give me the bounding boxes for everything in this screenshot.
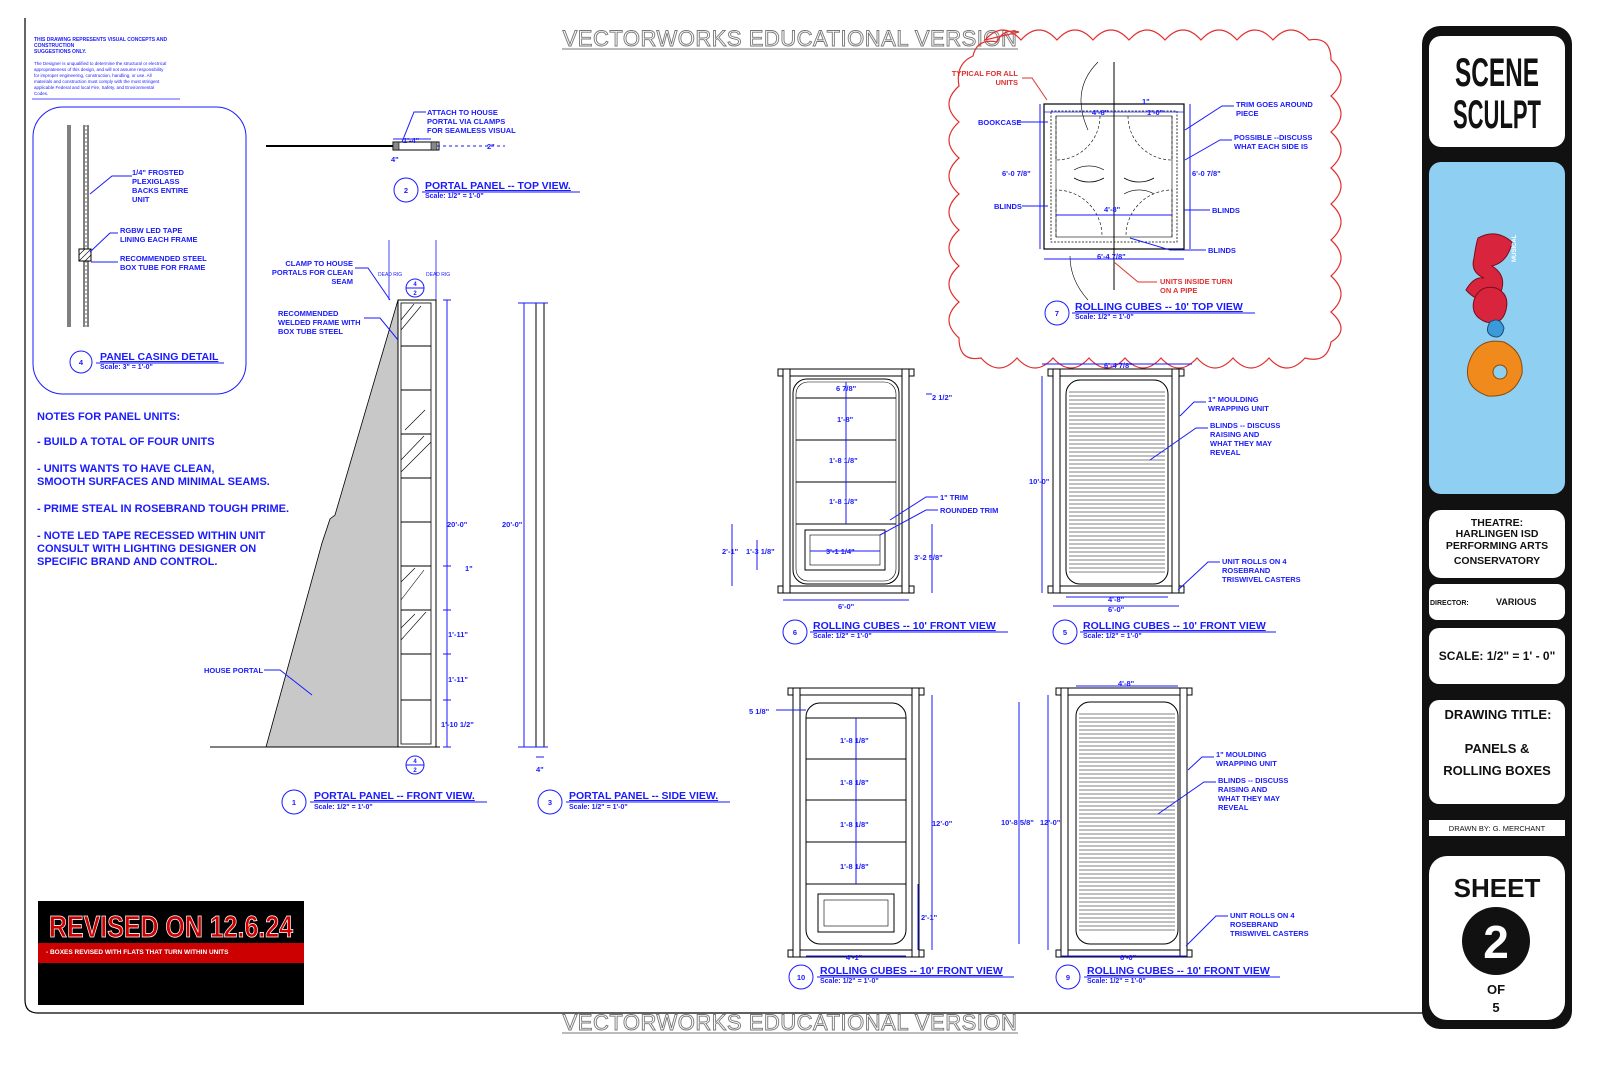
view-7-scale: Scale: 1/2" = 1'-0" — [1075, 314, 1134, 321]
view-9-callout-8: ROSEBRAND — [1230, 920, 1279, 929]
watermark-bottom: VECTORWORKS EDUCATIONAL VERSION — [562, 1010, 1018, 1035]
view-9-dim-2: 10'-8 5/8" — [1001, 818, 1034, 827]
disclaimer-heading-3: SUGGESTIONS ONLY. — [34, 49, 87, 55]
view-2-portal-top — [266, 108, 580, 202]
view-7-callout-7: WHAT EACH SIDE IS — [1234, 142, 1309, 151]
view-2-scale: Scale: 1/2" = 1'-0" — [425, 193, 484, 200]
view-7-dim-6: 6'-4 7/8" — [1097, 252, 1126, 261]
scale-value: SCALE: 1/2" = 1' - 0" — [1438, 649, 1556, 663]
detail-4-callout-8: BOX TUBE FOR FRAME — [120, 263, 206, 272]
notes-item-4: - PRIME STEAL IN ROSEBRAND TOUGH PRIME. — [37, 503, 290, 515]
view-6-dim-5: 1'-8 1/8" — [829, 497, 858, 506]
view-1-dim-1: 20'-0" — [447, 520, 468, 529]
view-9-callout-7: UNIT ROLLS ON 4 — [1230, 911, 1295, 920]
view-6-dim-8: 1'-3 1/8" — [746, 547, 775, 556]
view-10-dim-1: 5 1/8" — [749, 707, 770, 716]
detail-4-callout-6: LINING EACH FRAME — [120, 235, 198, 244]
view-1-callout-5: WELDED FRAME WITH — [278, 318, 361, 327]
view-1-title: PORTAL PANEL -- FRONT VIEW. — [314, 790, 475, 802]
drawing-title-label: DRAWING TITLE: — [1444, 707, 1552, 722]
drawing-title-line-1: PANELS & — [1464, 741, 1530, 756]
view-5-callout-2: WRAPPING UNIT — [1208, 404, 1269, 413]
view-2-dim-3: 2" — [487, 142, 495, 151]
view-6-dim-1: 6 7/8" — [836, 384, 857, 393]
view-5-callout-6: REVEAL — [1210, 448, 1241, 457]
view-3-dim-2: 4" — [536, 765, 544, 774]
view-5-callout-4: RAISING AND — [1210, 430, 1260, 439]
view-1-dim-3: 1'-11" — [448, 630, 468, 639]
view-5-callout-3: BLINDS -- DISCUSS — [1210, 421, 1281, 430]
notes-item-7: SPECIFIC BRAND AND CONTROL. — [37, 556, 218, 568]
view-9-scale: Scale: 1/2" = 1'-0" — [1087, 978, 1146, 985]
view-5-blinds-panel — [1066, 380, 1168, 584]
detail-4-callout-4: UNIT — [132, 195, 150, 204]
view-9-number: 9 — [1065, 973, 1071, 982]
panel-notes — [37, 411, 289, 568]
detail-4-number: 4 — [78, 358, 84, 367]
view-5-callout-8: ROSEBRAND — [1222, 566, 1271, 575]
view-9-callout-4: RAISING AND — [1218, 785, 1268, 794]
view-10-title: ROLLING CUBES -- 10' FRONT VIEW — [820, 965, 1003, 977]
view-6-rolling-cubes-front — [722, 369, 1008, 644]
sheet-of-label: OF — [1486, 982, 1506, 997]
view-7-dim-4: 6'-0 7/8" — [1192, 169, 1221, 178]
view-9-dim-1: 4'-8" — [1118, 679, 1135, 688]
view-10-dim-3: 1'-8 1/8" — [840, 778, 869, 787]
view-2-callout-2: PORTAL VIA CLAMPS — [427, 117, 506, 126]
director-value: VARIOUS — [1496, 597, 1537, 607]
view-1-marker-bottom: 2 — [413, 768, 417, 774]
view-10-dim-7: 2'-1" — [921, 913, 938, 922]
view-1-callout-3: SEAM — [331, 277, 353, 286]
house-portal-shape — [266, 300, 398, 747]
view-7-number: 7 — [1054, 309, 1060, 318]
dead-rig-left: DEAD RIG — [378, 272, 403, 278]
logo-line-1: SCENE — [1455, 51, 1539, 95]
view-3-portal-side — [502, 303, 730, 814]
view-2-callout-1: ATTACH TO HOUSE — [427, 108, 498, 117]
detail-4-title: PANEL CASING DETAIL — [100, 351, 219, 363]
view-7-dim-3: 6'-0 7/8" — [1002, 169, 1031, 178]
drawn-by: DRAWN BY: G. MERCHANT — [1448, 824, 1546, 833]
portal-panel-frame — [398, 300, 436, 747]
view-5-callout-9: TRISWIVEL CASTERS — [1222, 575, 1301, 584]
view-9-callout-1: 1" MOULDING — [1216, 750, 1267, 759]
view-7-callout-1: TYPICAL FOR ALL — [951, 69, 1018, 78]
view-10-dim-4: 1'-8 1/8" — [840, 820, 869, 829]
view-9-blinds-panel — [1076, 702, 1178, 944]
view-5-dim-4: 6'-0" — [1108, 605, 1125, 614]
view-7-callout-5: PIECE — [1236, 109, 1259, 118]
view-7-dim-5: 4'-8" — [1104, 205, 1121, 214]
notes-item-5: - NOTE LED TAPE RECESSED WITHIN UNIT — [37, 530, 266, 542]
disclaimer-heading-1: THIS DRAWING REPRESENTS VISUAL CONCEPTS AND — [34, 37, 168, 43]
view-2-number: 2 — [403, 186, 409, 195]
sheet-border — [25, 18, 1425, 1013]
view-5-dim-2: 10'-0" — [1029, 477, 1050, 486]
view-10-dim-6: 12'-0" — [932, 819, 953, 828]
revision-title: REVISED ON 12.6.24 — [49, 909, 294, 944]
view-2-dim-2: 4" — [391, 155, 399, 164]
view-7-dim-1: 4'-8" — [1092, 108, 1109, 117]
director-label: DIRECTOR: — [1430, 600, 1469, 607]
view-7-callout-12: ON A PIPE — [1160, 286, 1198, 295]
disclaimer — [32, 37, 180, 99]
theatre-line-2: PERFORMING ARTS — [1445, 540, 1549, 552]
detail-4-panel-casing — [33, 107, 246, 394]
view-1-callout-2: PORTALS FOR CLEAN — [271, 268, 353, 277]
sheet-label: SHEET — [1453, 873, 1541, 903]
sheet-number: 2 — [1483, 916, 1509, 968]
view-6-dim-7: 2'-1" — [722, 547, 739, 556]
notes-heading: NOTES FOR PANEL UNITS: — [37, 411, 181, 423]
view-7-dim-2: 1'-0" — [1147, 108, 1164, 117]
view-1-callout-7: HOUSE PORTAL — [204, 666, 264, 675]
view-7-title: ROLLING CUBES -- 10' TOP VIEW — [1075, 301, 1243, 313]
view-10-number: 10 — [796, 973, 806, 982]
view-9-callout-9: TRISWIVEL CASTERS — [1230, 929, 1309, 938]
logo-line-2: SCULPT — [1453, 93, 1541, 137]
view-9-callout-5: WHAT THEY MAY — [1218, 794, 1280, 803]
watermark-top: VECTORWORKS EDUCATIONAL VERSION — [562, 26, 1018, 51]
notes-item-1: - BUILD A TOTAL OF FOUR UNITS — [37, 436, 215, 448]
view-2-title: PORTAL PANEL -- TOP VIEW. — [425, 180, 571, 192]
notes-item-2: - UNITS WANTS TO HAVE CLEAN, — [37, 463, 215, 475]
view-1-callout-4: RECOMMENDED — [278, 309, 339, 318]
view-10-dim-2: 1'-8 1/8" — [840, 736, 869, 745]
disclaimer-heading-2: CONSTRUCTION — [34, 43, 75, 49]
view-7-callout-10: BLINDS — [1208, 246, 1236, 255]
view-3-title: PORTAL PANEL -- SIDE VIEW. — [569, 790, 719, 802]
view-5-scale: Scale: 1/2" = 1'-0" — [1083, 633, 1142, 640]
view-1-dim-5: 1'-10 1/2" — [441, 720, 474, 729]
view-5-callout-1: 1" MOULDING — [1208, 395, 1259, 404]
view-5-dim-1: 6'-4 7/8" — [1104, 361, 1133, 370]
view-7-callout-11: UNITS INSIDE TURN — [1160, 277, 1233, 286]
view-6-dim-3: 1'-8" — [837, 415, 854, 424]
detail-4-callout-7: RECOMMENDED STEEL — [120, 254, 207, 263]
view-10-dim-5: 1'-8 1/8" — [840, 862, 869, 871]
view-10-dim-8: 4'-1" — [846, 953, 863, 962]
theatre-label: THEATRE: — [1470, 517, 1524, 529]
title-block — [1422, 26, 1572, 1029]
view-1-scale: Scale: 1/2" = 1'-0" — [314, 804, 373, 811]
sheet-total: 5 — [1492, 1000, 1500, 1015]
view-3-dim-1: 20'-0" — [502, 520, 523, 529]
view-7-callout-9: BLINDS — [1212, 206, 1240, 215]
view-7-callout-8: BLINDS — [994, 202, 1022, 211]
view-1-dim-2: 1" — [465, 564, 473, 573]
view-3-scale: Scale: 1/2" = 1'-0" — [569, 804, 628, 811]
disclaimer-body-4: materials and construction must comply with the most stringent — [34, 79, 160, 84]
view-6-title: ROLLING CUBES -- 10' FRONT VIEW — [813, 620, 996, 632]
revision-note: - BOXES REVISED WITH FLATS THAT TURN WITHIN UNITS — [46, 949, 229, 956]
view-7-callout-4: TRIM GOES AROUND — [1236, 100, 1313, 109]
view-5-callout-7: UNIT ROLLS ON 4 — [1222, 557, 1287, 566]
view-9-callout-6: REVEAL — [1218, 803, 1249, 812]
notes-item-3: SMOOTH SURFACES AND MINIMAL SEAMS. — [37, 476, 270, 488]
view-6-callout-2: ROUNDED TRIM — [940, 506, 999, 515]
view-6-dim-2: 2 1/2" — [932, 393, 953, 402]
view-5-number: 5 — [1062, 628, 1068, 637]
detail-4-callout-2: PLEXIGLASS — [132, 177, 180, 186]
view-2-callout-3: FOR SEAMLESS VISUAL — [427, 126, 516, 135]
revision-block — [38, 901, 304, 1005]
view-1-marker-bottom-2: 2 — [413, 291, 417, 297]
disclaimer-body-1: The Designer is unqualified to determine the structural or electrical — [34, 61, 167, 66]
disclaimer-body-2: appropriateness of this design, and will not assume responsibility — [34, 67, 164, 72]
theatre-line-1: HARLINGEN ISD — [1455, 528, 1539, 540]
view-6-dim-4: 1'-8 1/8" — [829, 456, 858, 465]
view-9-callout-2: WRAPPING UNIT — [1216, 759, 1277, 768]
view-2-dim-1: 1'-4" — [403, 136, 420, 145]
view-5-dim-3: 4'-8" — [1108, 595, 1125, 604]
disclaimer-body-6: Codes. — [34, 91, 49, 96]
view-1-callout-6: BOX TUBE STEEL — [278, 327, 344, 336]
view-6-dim-9: 3'-2 5/8" — [914, 553, 943, 562]
view-6-scale: Scale: 1/2" = 1'-0" — [813, 633, 872, 640]
notes-item-6: CONSULT WITH LIGHTING DESIGNER ON — [37, 543, 257, 555]
dead-rig-right: DEAD RIG — [426, 272, 451, 278]
disclaimer-body-5: applicable Federal and local Fire, Safety, and Environmental — [34, 85, 154, 90]
view-7-rolling-cubes-top — [949, 30, 1341, 368]
show-art-label: MUSICAL — [1512, 234, 1518, 262]
view-1-callout-1: CLAMP TO HOUSE — [285, 259, 353, 268]
view-5-callout-5: WHAT THEY MAY — [1210, 439, 1272, 448]
view-1-marker-top: 4 — [413, 759, 417, 765]
view-9-dim-4: 6'-0" — [1120, 953, 1137, 962]
detail-4-callout-1: 1/4" FROSTED — [132, 168, 184, 177]
drawing-title-line-2: ROLLING BOXES — [1443, 763, 1551, 778]
view-5-rolling-cubes-front — [1029, 361, 1301, 644]
view-6-dim-6: 3'-1 1/4" — [826, 547, 855, 556]
view-9-rolling-cubes-front — [1001, 679, 1309, 989]
view-6-number: 6 — [792, 628, 798, 637]
view-9-callout-3: BLINDS -- DISCUSS — [1218, 776, 1289, 785]
view-9-title: ROLLING CUBES -- 10' FRONT VIEW — [1087, 965, 1270, 977]
view-1-number: 1 — [291, 798, 297, 807]
view-7-callout-6: POSSIBLE --DISCUSS — [1234, 133, 1313, 142]
view-7-callout-3: BOOKCASE — [978, 118, 1022, 127]
view-7-dim-7: 1" — [1142, 97, 1150, 106]
detail-4-callout-3: BACKS ENTIRE — [132, 186, 189, 195]
detail-4-callout-5: RGBW LED TAPE — [120, 226, 183, 235]
theatre-line-3: CONSERVATORY — [1453, 555, 1541, 567]
view-7-callout-2: UNITS — [995, 78, 1018, 87]
disclaimer-body-3: for improper engineering, construction, handling, or use. All — [34, 73, 152, 78]
view-5-title: ROLLING CUBES -- 10' FRONT VIEW — [1083, 620, 1266, 632]
view-9-dim-3: 12'-0" — [1040, 818, 1061, 827]
view-3-number: 3 — [547, 798, 553, 807]
view-6-callout-1: 1" TRIM — [940, 493, 969, 502]
view-6-dim-10: 6'-0" — [838, 602, 855, 611]
view-10-rolling-cubes-front — [749, 688, 1014, 989]
detail-4-scale: Scale: 3" = 1'-0" — [100, 364, 153, 371]
view-1-marker-top-2: 4 — [413, 282, 417, 288]
view-1-dim-4: 1'-11" — [448, 675, 468, 684]
view-10-scale: Scale: 1/2" = 1'-0" — [820, 978, 879, 985]
